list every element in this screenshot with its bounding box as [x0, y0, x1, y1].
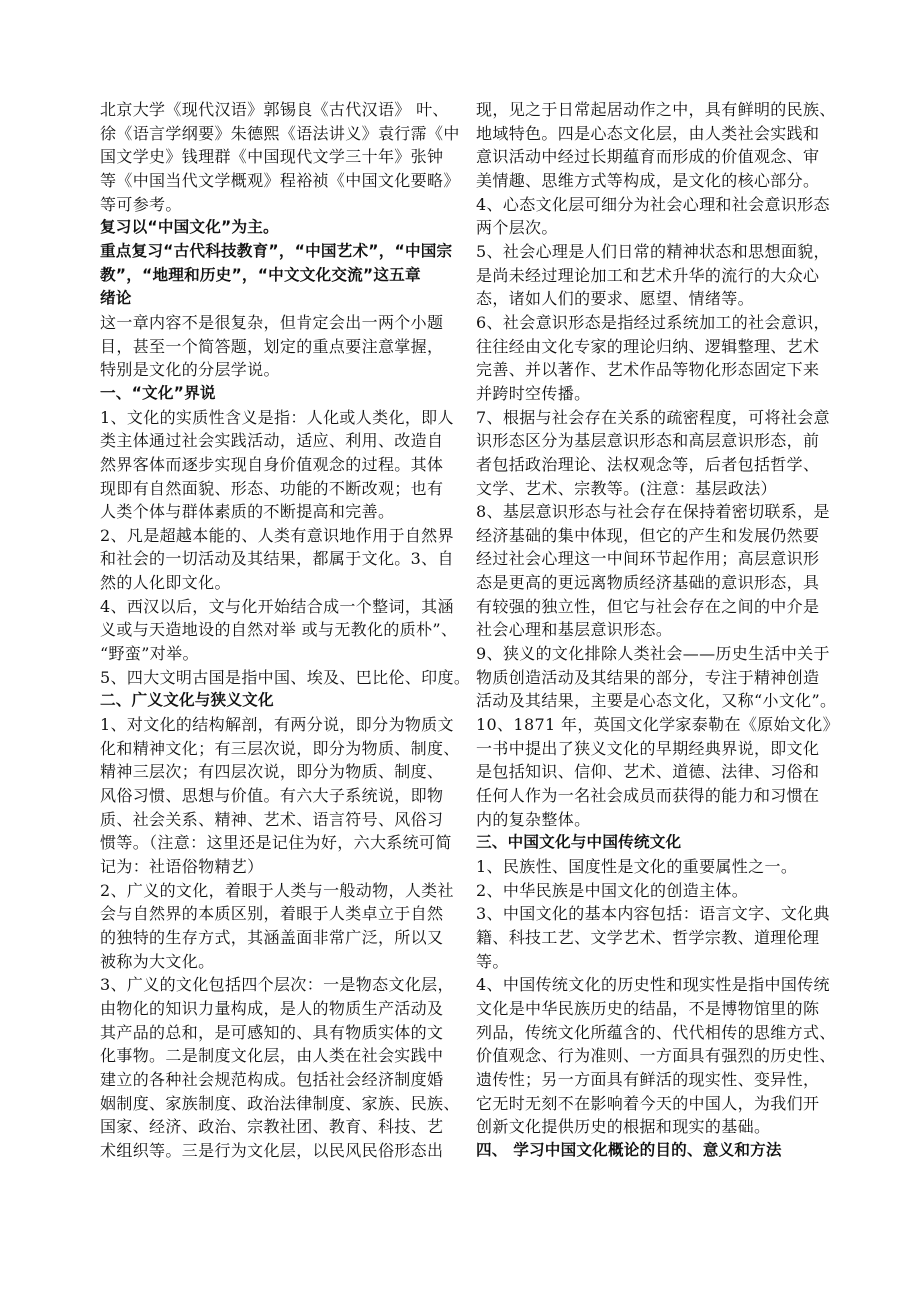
text-line: 特别是文化的分层学说。 [100, 360, 280, 380]
text-line: 北京大学《现代汉语》郭锡良《古代汉语》 叶、 [100, 100, 449, 119]
text-line: 等。 [476, 951, 509, 971]
text-line: 记为：社语俗物精艺） [100, 857, 264, 876]
text-line: 内的复杂整体。 [476, 809, 591, 829]
text-line: 往往经由文化专家的理论归纳、逻辑整理、艺术 [476, 336, 820, 356]
text-line: 完善、并以著作、艺术作品等物化形态固定下来 [476, 360, 820, 380]
text-line: 3、广义的文化包括四个层次：一是物态文化层， [100, 975, 454, 995]
text-line: 态，诸如人们的要求、愿望、情绪等。 [476, 289, 754, 309]
text-line: 惯等。（注意：这里还是记住为好，六大系统可简 [100, 833, 452, 853]
text-line: 精神三层次；有四层次说，即分为物质、制度、 [100, 762, 444, 782]
text-line: 地域特色。四是心态文化层，由人类社会实践和 [476, 123, 820, 143]
text-line: 义或与天造地设的自然对举 或与无教化的质朴”、 [100, 620, 458, 640]
text-line: 价值观念、行为准则、一方面具有强烈的历史性、 [476, 1046, 836, 1066]
text-line: 创新文化提供历史的根据和现实的基础。 [476, 1117, 771, 1137]
section-heading-line: 四、 学习中国文化概论的目的、意义和方法 [476, 1140, 782, 1159]
text-line: 任何人作为一名社会成员而获得的能力和习惯在 [476, 786, 820, 806]
text-line: 一书中提出了狭义文化的早期经典界说，即文化 [476, 738, 820, 758]
text-line: 1、文化的实质性含义是指：人化或人类化，即人 [100, 407, 454, 427]
text-line: 物质创造活动及其结果的部分，专注于精神创造 [476, 667, 820, 687]
text-line: 识形态区分为基层意识形态和高层意识形态，前 [476, 431, 820, 451]
text-line: 者包括政治理论、法权观念等，后者包括哲学、 [476, 454, 820, 474]
text-line: 3、中国文化的基本内容包括：语言文字、文化典 [476, 904, 830, 924]
left-column [100, 98, 471, 1163]
text-line: 等可参考。 [100, 194, 182, 214]
text-line: 会与自然界的本质区别，着眼于人类卓立于自然 [100, 904, 444, 924]
text-line: 意识活动中经过长期蕴育而形成的价值观念、审 [476, 147, 820, 167]
text-line: 化事物。二是制度文化层，由人类在社会实践中 [100, 1046, 444, 1066]
text-line: 然界客体而逐步实现自身价值观念的过程。其体 [100, 454, 444, 474]
text-line: 2、中华民族是中国文化的创造主体。 [476, 880, 749, 900]
text-line: 其产品的总和，是可感知的、具有物质实体的文 [100, 1022, 444, 1042]
text-line: 经济基础的集中体现，但它的产生和发展仍然要 [476, 525, 820, 545]
text-line: 质、社会关系、精神、艺术、语言符号、风俗习 [100, 809, 444, 829]
text-line: 4、中国传统文化的历史性和现实性是指中国传统 [476, 975, 830, 995]
text-line: 1、民族性、国度性是文化的重要属性之一。 [476, 857, 798, 876]
text-line: “野蛮”对举。 [100, 644, 199, 664]
text-line: 术组织等。三是行为文化层，以民风民俗形态出 [100, 1140, 444, 1160]
text-line: 8、基层意识形态与社会存在保持着密切联系，是 [476, 502, 830, 522]
text-line: 它无时无刻不在影响着今天的中国人，为我们开 [476, 1093, 820, 1113]
text-line: 5、四大文明古国是指中国、埃及、巴比伦、印度。 [100, 667, 471, 687]
section-heading-line: 教”，“地理和历史”，“中文文化交流”这五章 [100, 265, 421, 284]
text-line: 的独特的生存方式，其涵盖面非常广泛，所以又 [100, 927, 444, 947]
text-line: 徐《语言学纲要》朱德熙《语法讲义》袁行霈《中 [100, 123, 460, 143]
text-line: 和社会的一切活动及其结果，都属于文化。3、自 [100, 549, 454, 569]
text-line: 类主体通过社会实践活动，适应、利用、改造自 [100, 431, 444, 451]
text-line: 国文学史》钱理群《中国现代文学三十年》张钟 [100, 147, 444, 167]
text-line: 文学、艺术、宗教等。(注意：基层政法） [476, 478, 777, 498]
text-line: 文化是中华民族历史的结晶，不是博物馆里的陈 [476, 998, 820, 1018]
text-line: 6、社会意识形态是指经过系统加工的社会意识， [476, 312, 830, 332]
text-line: 社会心理和基层意识形态。 [476, 620, 673, 640]
text-line: 4、心态文化层可细分为社会心理和社会意识形态 [476, 194, 830, 214]
text-line: 姻制度、家族制度、政治法律制度、家族、民族、 [100, 1093, 460, 1113]
text-line: 活动及其结果，主要是心态文化，又称“小文化”。 [476, 691, 837, 711]
section-heading-line: 一、“文化”界说 [100, 383, 216, 402]
text-line: 现即有自然面貌、形态、功能的不断改观；也有 [100, 478, 444, 498]
text-line: 1、对文化的结构解剖，有两分说，即分为物质文 [100, 715, 454, 735]
text-line: 态是更高的更远离物质经济基础的意识形态，具 [476, 573, 820, 593]
text-line: 化和精神文化；有三层次说，即分为物质、制度、 [100, 738, 460, 758]
text-line: 经过社会心理这一中间环节起作用；高层意识形 [476, 549, 820, 569]
text-line: 人类个体与群体素质的不断提高和完善。 [100, 502, 395, 522]
text-line: 籍、科技工艺、文学艺术、哲学宗教、道理伦理 [476, 927, 820, 947]
text-line: 风俗习惯、思想与价值。有六大子系统说，即物 [100, 786, 444, 806]
text-line: 由物化的知识力量构成，是人的物质生产活动及 [100, 998, 444, 1018]
text-line: 建立的各种社会规范构成。包括社会经济制度婚 [100, 1069, 444, 1089]
text-line: 是包括知识、信仰、艺术、道德、法律、习俗和 [476, 762, 820, 782]
section-heading-line: 绪论 [100, 289, 132, 308]
text-line: 7、根据与社会存在关系的疏密程度，可将社会意 [476, 407, 830, 427]
section-heading-line: 重点复习“古代科技教育”，“中国艺术”，“中国宗 [100, 241, 453, 260]
section-heading-line: 二、广义文化与狭义文化 [100, 691, 274, 710]
text-line: 遗传性；另一方面具有鲜活的现实性、变异性， [476, 1069, 820, 1089]
text-line: 并跨时空传播。 [476, 383, 591, 403]
text-line: 2、凡是超越本能的、人类有意识地作用于自然界 [100, 525, 454, 545]
text-line: 等《中国当代文学概观》程裕祯《中国文化要略》 [100, 170, 460, 190]
text-line: 5、社会心理是人们日常的精神状态和思想面貌， [476, 241, 830, 261]
text-line: 国家、经济、政治、宗教社团、教育、科技、艺 [100, 1117, 444, 1137]
text-line: 列品，传统文化所蕴含的、代代相传的思维方式、 [476, 1022, 836, 1042]
text-line: 然的人化即文化。 [100, 573, 231, 593]
section-heading-line: 复习以“中国文化”为主。 [100, 218, 279, 237]
text-line: 两个层次。 [476, 218, 558, 238]
text-line: 是尚未经过理论加工和艺术升华的流行的大众心 [476, 265, 820, 285]
text-line: 现，见之于日常起居动作之中，具有鲜明的民族、 [476, 100, 836, 119]
right-column [476, 98, 838, 1163]
text-line: 10、1871 年，英国文化学家泰勒在《原始文化》 [476, 715, 839, 735]
text-line: 美情趣、思维方式等构成，是文化的核心部分。 [476, 170, 820, 190]
text-line: 这一章内容不是很复杂，但肯定会出一两个小题 [100, 312, 444, 332]
text-line: 4、西汉以后，文与化开始结合成一个整词，其涵 [100, 596, 454, 616]
text-line: 目，甚至一个简答题，划定的重点要注意掌握， [100, 336, 444, 356]
text-line: 2、广义的文化，着眼于人类与一般动物，人类社 [100, 880, 454, 900]
text-line: 被称为大文化。 [100, 951, 215, 971]
text-line: 有较强的独立性，但它与社会存在之间的中介是 [476, 596, 820, 616]
text-line: 9、狭义的文化排除人类社会——历史生活中关于 [476, 644, 830, 664]
section-heading-line: 三、中国文化与中国传统文化 [476, 833, 682, 852]
